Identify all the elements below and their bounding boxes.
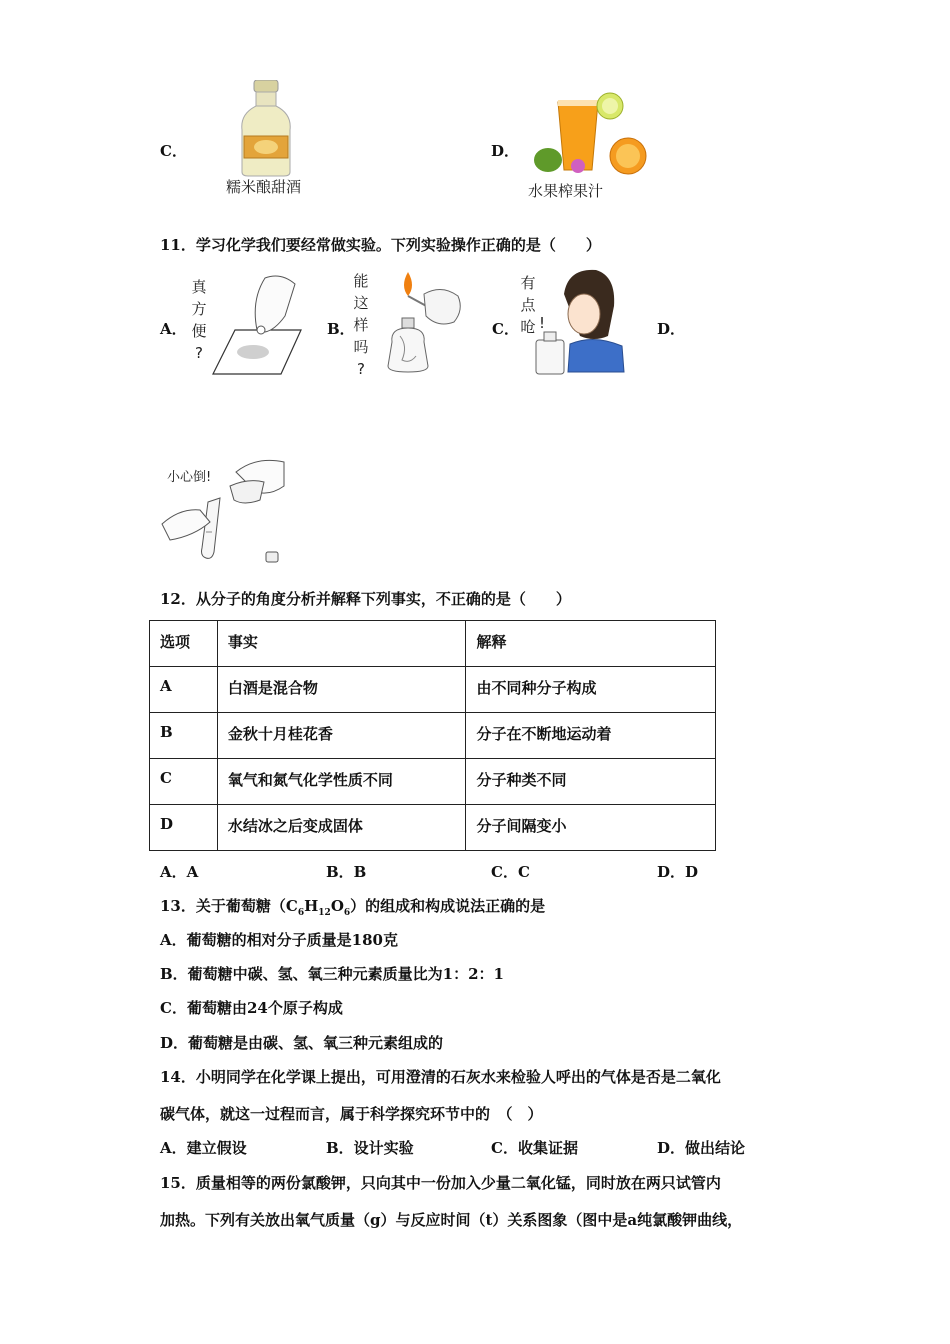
q11-c-char-4: ! (538, 314, 545, 332)
q11-option-a-label: A． (160, 320, 187, 338)
q12-option-d: D．D (657, 863, 699, 881)
q14-option-b: B．设计实验 (326, 1139, 414, 1157)
q11-a-char-3: 便 (191, 322, 207, 340)
q11-option-c-label: C． (492, 320, 519, 338)
fruit-juice-image (528, 92, 648, 178)
q13-sub-o: 6 (343, 908, 351, 918)
q11-c-char-3: 呛 (520, 318, 536, 336)
table-cell: C (150, 759, 218, 805)
table-cell: A (150, 667, 218, 713)
q11-b-char-2: 这 (353, 294, 369, 312)
q13-stem (160, 896, 545, 923)
alcohol-lamp-lighting-image (378, 266, 468, 378)
q11-stem: 11．学习化学我们要经常做实验。下列实验操作正确的是（ ） (160, 236, 601, 254)
table-cell: B (150, 713, 218, 759)
rice-wine-bottle-image (236, 80, 296, 178)
q14-option-a: A．建立假设 (160, 1139, 247, 1157)
q10-option-d-caption: 水果榨果汁 (528, 182, 604, 200)
table-cell: 水结冰之后变成固体 (217, 805, 466, 851)
table-cell: 分子种类不同 (466, 759, 716, 805)
q13-option-d: D．葡萄糖是由碳、氢、氧三种元素组成的 (160, 1034, 444, 1052)
q11-d-speech: 小心倒! (167, 470, 212, 485)
q11-b-char-3: 样 (353, 316, 369, 334)
q13-o: O (330, 897, 344, 915)
table-cell: 氧气和氮气化学性质不同 (217, 759, 466, 805)
hand-grabbing-powder-image (195, 270, 305, 380)
q14-stem-line2: 碳气体，就这一过程而言，属于科学探究环节中的 （ ） (160, 1105, 543, 1123)
q14-option-c: C．收集证据 (491, 1139, 578, 1157)
q12-facts-table (149, 620, 716, 851)
q13-stem-post: ）的组成和构成说法正确的是 (350, 897, 546, 915)
table-header-row (150, 621, 716, 667)
q11-c-char-1: 有 (520, 274, 536, 292)
q13-option-c: C．葡萄糖由24个原子构成 (160, 999, 343, 1017)
q12-option-b: B．B (326, 863, 367, 881)
q11-a-char-2: 方 (191, 300, 207, 318)
q11-b-char-4: 吗 (353, 338, 369, 356)
q10-option-d-label: D． (491, 142, 520, 160)
q12-option-a: A．A (160, 863, 199, 881)
table-row (150, 805, 716, 851)
q13-h: H (304, 897, 319, 915)
table-cell: D (150, 805, 218, 851)
q11-a-char-4: ? (195, 344, 203, 362)
q12-option-c: C．C (491, 863, 530, 881)
q14-option-d: D．做出结论 (657, 1139, 746, 1157)
table-row (150, 667, 716, 713)
table-row (150, 759, 716, 805)
q11-option-d-label: D． (657, 320, 686, 338)
q15-stem-line2: 加热。下列有关放出氧气质量（g）与反应时间（t）关系图象（图中是a纯氯酸钾曲线， (160, 1211, 743, 1229)
table-cell: 分子间隔变小 (466, 805, 716, 851)
table-cell: 白酒是混合物 (217, 667, 466, 713)
header-option: 选项 (150, 621, 218, 667)
q13-stem-pre: 13．关于葡萄糖（C (160, 897, 298, 915)
table-row (150, 713, 716, 759)
q10-option-c-caption: 糯米酿甜酒 (226, 178, 302, 196)
q13-sub-c: 6 (297, 908, 305, 918)
q13-option-b: B．葡萄糖中碳、氢、氧三种元素质量比为1：2：1 (160, 965, 504, 983)
header-explanation: 解释 (466, 621, 716, 667)
table-cell: 由不同种分子构成 (466, 667, 716, 713)
q11-b-speech (352, 270, 370, 380)
table-cell: 分子在不断地运动着 (466, 713, 716, 759)
q13-option-a: A．葡萄糖的相对分子质量是180克 (160, 931, 398, 949)
q11-b-char-5: ? (357, 360, 365, 378)
q11-b-char-1: 能 (353, 272, 369, 290)
header-fact: 事实 (217, 621, 466, 667)
q12-stem: 12．从分子的角度分析并解释下列事实，不正确的是（ ） (160, 590, 571, 608)
table-cell: 金秋十月桂花香 (217, 713, 466, 759)
q11-option-b-label: B． (327, 320, 355, 338)
q13-sub-h: 12 (318, 908, 331, 918)
q11-a-char-1: 真 (191, 278, 207, 296)
q10-option-c-label: C． (160, 142, 187, 160)
pouring-liquid-image (160, 452, 290, 568)
q14-stem-line1: 14．小明同学在化学课上提出，可用澄清的石灰水来检验人呼出的气体是否是二氧化 (160, 1068, 721, 1086)
person-smelling-bottle-image (534, 266, 630, 378)
q11-c-char-2: 点 (520, 296, 536, 314)
q15-stem-line1: 15．质量相等的两份氯酸钾，只向其中一份加入少量二氧化锰，同时放在两只试管内 (160, 1174, 721, 1192)
